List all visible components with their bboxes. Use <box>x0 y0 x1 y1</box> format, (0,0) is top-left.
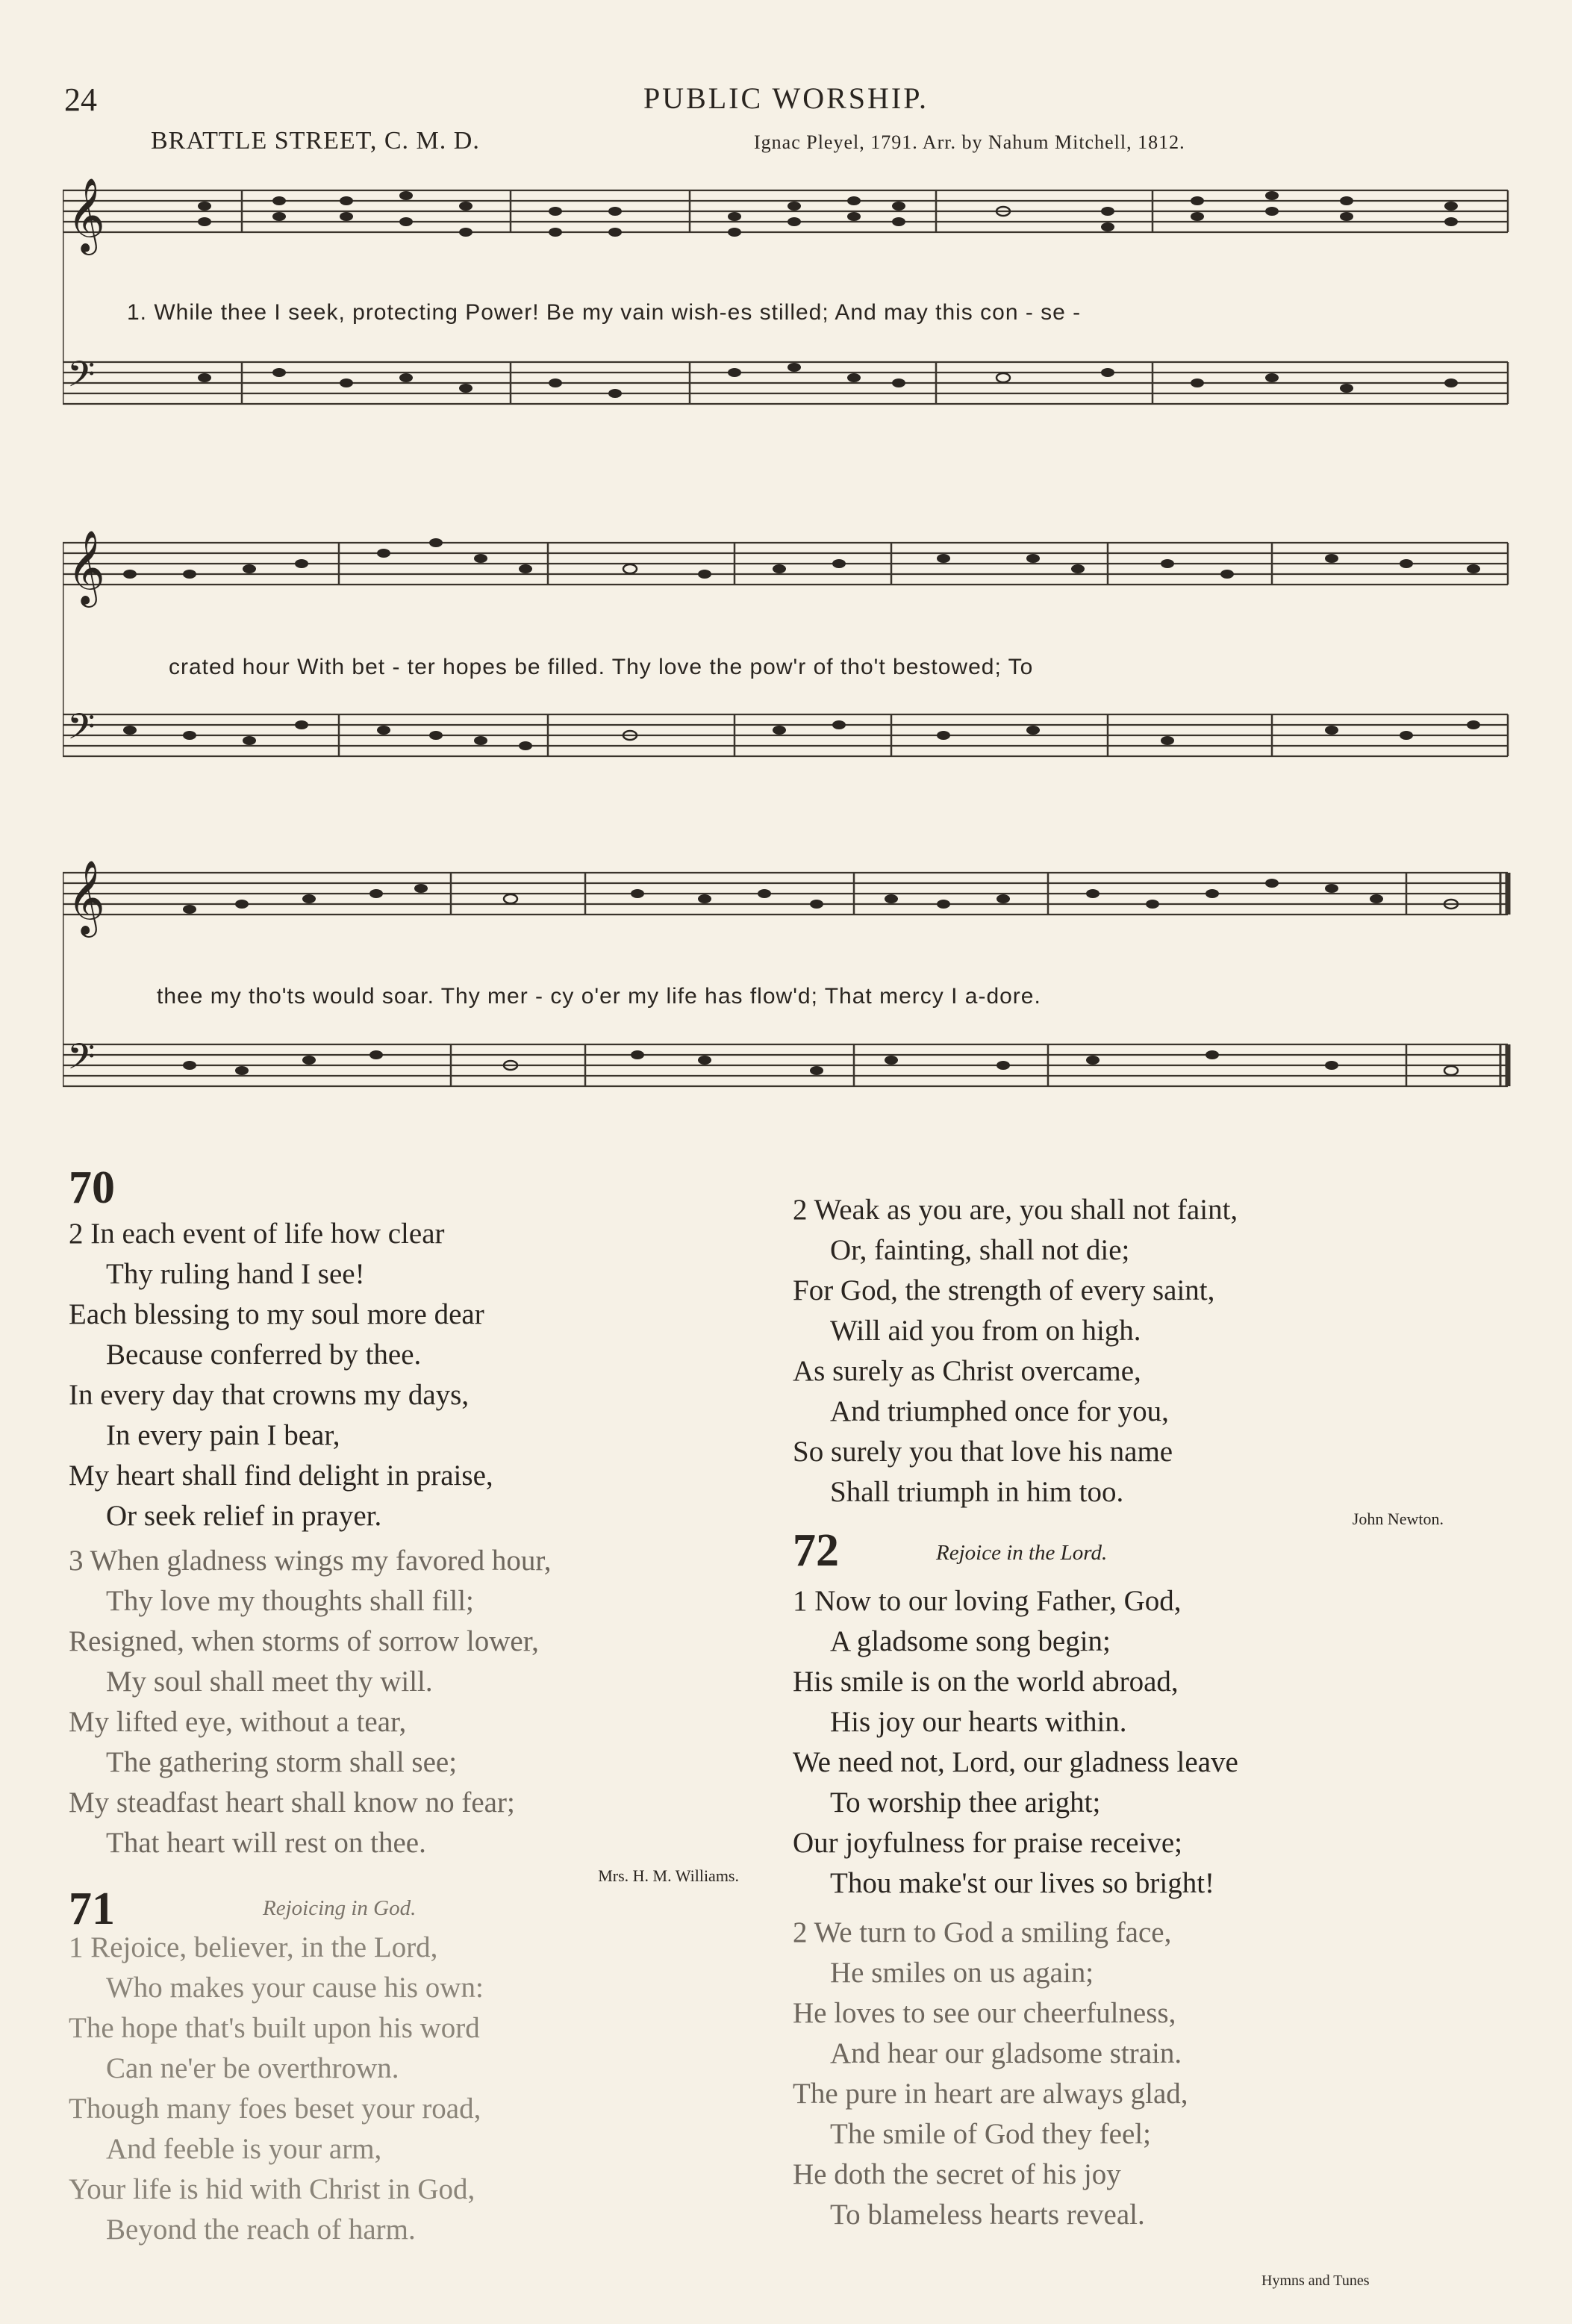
verse-line: His joy our hearts within. <box>830 1706 1127 1738</box>
verse-line: Who makes your cause his own: <box>106 1972 484 2004</box>
system-3 <box>63 860 1508 1086</box>
verse-line: To worship thee aright; <box>830 1786 1101 1819</box>
hymn-72-number: 72 <box>793 1525 839 1576</box>
verse-line: And hear our gladsome strain. <box>830 2037 1182 2069</box>
svg-text:𝄢: 𝄢 <box>67 705 96 756</box>
svg-text:𝄞: 𝄞 <box>67 530 105 605</box>
verse-line: Your life is hid with Christ in God, <box>69 2173 475 2205</box>
svg-text:𝄞: 𝄞 <box>67 178 105 252</box>
hymn-71-stanza-1 <box>69 1928 484 2250</box>
hymn-71-number: 71 <box>69 1884 115 1934</box>
svg-text:𝄢: 𝄢 <box>67 353 96 404</box>
source-footer: Hymns and Tunes <box>1261 2272 1370 2289</box>
verse-line: Beyond the reach of harm. <box>106 2214 416 2246</box>
verse-line: Can ne'er be overthrown. <box>106 2052 399 2084</box>
verse-line: As surely as Christ overcame, <box>793 1355 1141 1387</box>
music-lyrics-line-1: 1. While thee I seek, protecting Power! Be my vain wish-es stilled; And may this con - se - <box>127 300 1082 325</box>
verse-line: He loves to see our cheerfulness, <box>793 1997 1176 2029</box>
verse-line: Though many foes beset your road, <box>69 2093 481 2125</box>
verse-line: Or, fainting, shall not die; <box>830 1234 1130 1266</box>
composer-credit: Ignac Pleyel, 1791. Arr. by Nahum Mitchell, 1812. <box>754 131 1185 153</box>
hymn-72-stanza-1 <box>793 1581 1238 1904</box>
verse-line: The smile of God they feel; <box>830 2118 1151 2150</box>
verse-line: Each blessing to my soul more dear <box>69 1298 484 1330</box>
verse-line: We need not, Lord, our gladness leave <box>793 1746 1238 1778</box>
verse-line: So surely you that love his name <box>793 1436 1173 1468</box>
svg-text:𝄢: 𝄢 <box>67 1035 96 1086</box>
verse-line: Our joyfulness for praise receive; <box>793 1827 1182 1859</box>
verse-line: To blameless hearts reveal. <box>830 2199 1145 2231</box>
hymn-70-stanza-3 <box>69 1541 552 1863</box>
system-1 <box>63 178 1508 404</box>
svg-text:𝄞: 𝄞 <box>67 860 105 935</box>
verse-line: Because conferred by thee. <box>106 1339 422 1371</box>
verse-line: The hope that's built upon his word <box>69 2012 480 2044</box>
hymn-72-stanza-2 <box>793 1913 1188 2235</box>
verse-line: My soul shall meet thy will. <box>106 1666 433 1698</box>
verse-line: My steadfast heart shall know no fear; <box>69 1786 515 1819</box>
verse-line: Thou make'st our lives so bright! <box>830 1867 1215 1899</box>
verse-line: In every day that crowns my days, <box>69 1379 470 1411</box>
verse-line: He smiles on us again; <box>830 1957 1094 1989</box>
verse-line: In every pain I bear, <box>106 1419 340 1451</box>
verse-line: And triumphed once for you, <box>830 1395 1169 1427</box>
music-lyrics-line-2: crated hour With bet - ter hopes be filled. Thy love the pow'r of tho't bestowed; To <box>169 655 1034 679</box>
verse-line: He doth the secret of his joy <box>793 2158 1121 2190</box>
tune-name: BRATTLE STREET, C. M. D. <box>151 127 480 155</box>
music-lyrics-line-3: thee my tho'ts would soar. Thy mer - cy o'er my life has flow'd; That mercy I a-dore. <box>157 984 1041 1009</box>
verse-line: 2 We turn to God a smiling face, <box>793 1916 1172 1948</box>
verse-line: A gladsome song begin; <box>830 1625 1111 1657</box>
running-title: PUBLIC WORSHIP. <box>643 81 929 115</box>
verse-line: The gathering storm shall see; <box>106 1746 458 1778</box>
hymn-70-stanza-2 <box>69 1214 493 1536</box>
verse-line: 2 In each event of life how clear <box>69 1218 445 1250</box>
hymn-71-title: Rejoicing in God. <box>263 1896 417 1920</box>
verse-line: Thy love my thoughts shall fill; <box>106 1585 474 1617</box>
verse-line: 2 Weak as you are, you shall not faint, <box>793 1194 1238 1226</box>
verse-line: Will aid you from on high. <box>830 1315 1141 1347</box>
hymn-71-author: John Newton. <box>1352 1510 1444 1528</box>
verse-line: And feeble is your arm, <box>106 2133 382 2165</box>
system-2 <box>63 530 1508 756</box>
hymn-71-stanza-2 <box>793 1190 1238 1513</box>
verse-line: Shall triumph in him too. <box>830 1476 1124 1508</box>
hymn-70-author: Mrs. H. M. Williams. <box>598 1866 739 1885</box>
verse-line: My heart shall find delight in praise, <box>69 1459 493 1492</box>
verse-line: Or seek relief in prayer. <box>106 1500 382 1532</box>
verse-line: 1 Now to our loving Father, God, <box>793 1585 1182 1617</box>
verse-line: Resigned, when storms of sorrow lower, <box>69 1625 539 1657</box>
verse-line: His smile is on the world abroad, <box>793 1666 1179 1698</box>
hymn-70-number: 70 <box>69 1162 115 1213</box>
verse-line: Thy ruling hand I see! <box>106 1258 365 1290</box>
verse-line: 3 When gladness wings my favored hour, <box>69 1545 552 1577</box>
verse-line: The pure in heart are always glad, <box>793 2078 1188 2110</box>
verse-line: My lifted eye, without a tear, <box>69 1706 407 1738</box>
hymn-72-title: Rejoice in the Lord. <box>936 1541 1108 1565</box>
verse-line: 1 Rejoice, believer, in the Lord, <box>69 1931 438 1963</box>
verse-line: For God, the strength of every saint, <box>793 1274 1215 1306</box>
page-number: 24 <box>64 81 97 118</box>
verse-line: That heart will rest on thee. <box>106 1827 426 1859</box>
